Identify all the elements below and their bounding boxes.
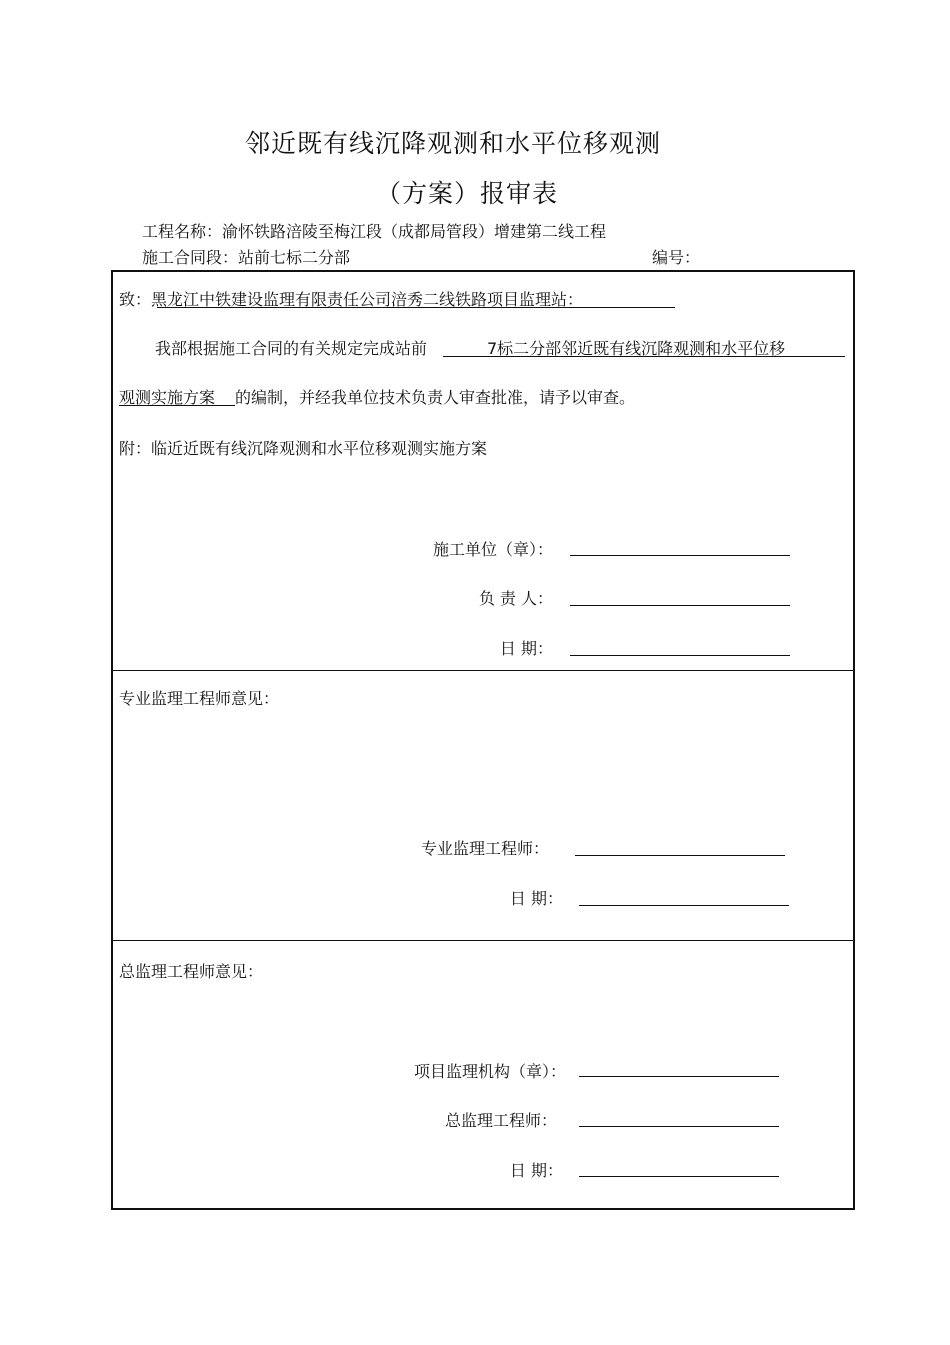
chief-engineer-line (579, 1126, 779, 1127)
chief-engineer-label: 总监理工程师： (444, 1111, 557, 1130)
section1-date-label: 日 期： (499, 639, 553, 658)
document-title-line2: （方案）报审表 (376, 179, 559, 208)
contract-section: 施工合同段：站前七标二分部 (142, 248, 351, 267)
project-name: 工程名称：渝怀铁路涪陵至梅江段（成都局管段）增建第二线工程 (142, 222, 607, 241)
chief-opinion-heading: 总监理工程师意见： (119, 962, 264, 981)
specialist-opinion-heading: 专业监理工程师意见： (119, 689, 280, 708)
addressee-underline (157, 307, 675, 308)
document-title-line1: 邻近既有线沉降观测和水平位移观测 (245, 129, 662, 158)
body-line2-a: 观测实施方案 (119, 388, 216, 407)
body-line1-b: 7标二分部邻近既有线沉降观测和水平位移 (487, 339, 786, 358)
construction-unit-seal-line (570, 555, 790, 556)
supervision-org-seal-line (579, 1076, 779, 1077)
section3-date-label: 日 期： (509, 1161, 563, 1180)
serial-number-label: 编号： (652, 248, 701, 267)
specialist-engineer-line (575, 855, 785, 856)
section1-date-line (570, 655, 790, 656)
body-line1-a: 我部根据施工合同的有关规定完成站前 (155, 339, 428, 358)
section-divider-2 (113, 940, 853, 941)
body-line2-b: 的编制，并经我单位技术负责人审查批准，请予以审查。 (235, 388, 636, 407)
construction-unit-seal-label: 施工单位（章）： (432, 540, 553, 559)
section-divider-1 (113, 670, 853, 671)
approval-form-table (111, 270, 855, 1210)
attachment-line: 附：临近近既有线沉降观测和水平位移观测实施方案 (119, 439, 488, 458)
section2-date-label: 日 期： (509, 889, 563, 908)
responsible-person-label: 负 责 人： (478, 589, 553, 608)
body-line1-underline (443, 356, 845, 357)
responsible-person-line (570, 605, 790, 606)
specialist-engineer-label: 专业监理工程师： (420, 839, 549, 858)
section2-date-line (579, 905, 789, 906)
section3-date-line (579, 1176, 779, 1177)
addressee-line: 致：黑龙江中铁建设监理有限责任公司涪秀二线铁路项目监理站： (119, 290, 584, 309)
body-line2-underline (119, 405, 235, 406)
supervision-org-seal-label: 项目监理机构（章）： (413, 1062, 566, 1081)
